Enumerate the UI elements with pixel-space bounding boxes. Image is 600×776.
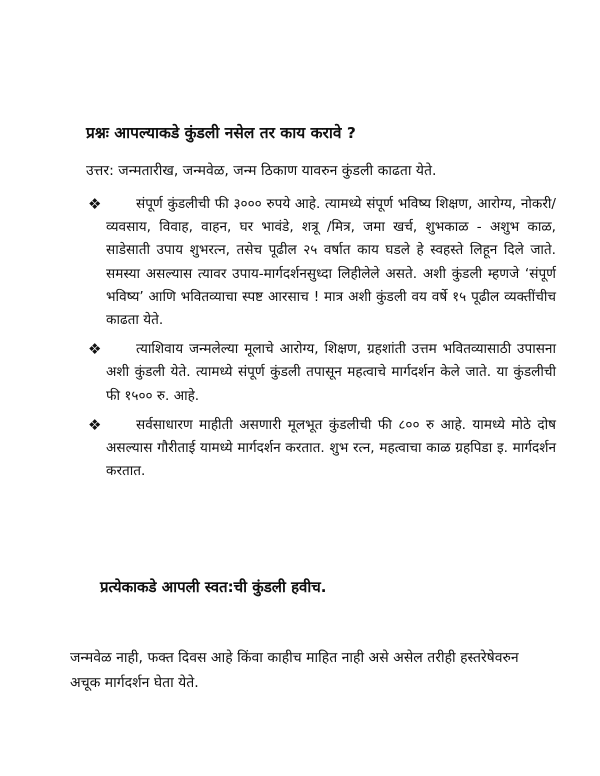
footer-note: जन्मवेळ नाही, फक्त दिवस आहे किंवा काहीच माहित नाही असे असेल तरीही हस्तरेषेवरुन अचूक मार्गदर्शन घेता येते. <box>70 650 519 691</box>
list-item-text: त्याशिवाय जन्मलेल्या मूलाचे आरोग्य, शिक्षण, ग्रहशांती उत्तम भवितव्यासाठी उपासना अशी कुंडली येते. त्यामध्ये संपूर्ण कुंडली तपासून महत्वाचे मार्गदर्शन केले जाते. या कुंडलीची फी १५०० रु. आहे. <box>106 341 556 404</box>
list-item <box>86 414 556 484</box>
list-item <box>86 338 556 408</box>
question-heading: प्रश्नः आपल्याकडे कुंडली नसेल तर काय करावे ? <box>86 124 356 142</box>
diamond-bullet-icon: ❖ <box>88 195 102 213</box>
list-item-text: सर्वसाधारण माहीती असणारी मूलभूत कुंडलीची फी ८०० रु आहे. यामध्ये मोठे दोष असल्यास गौरीताई यामध्ये मार्गदर्शन करतात. शुभ रत्न, महत्वाचा काळ ग्रहपिडा इ. मार्गदर्शन करतात. <box>106 416 556 480</box>
fee-list <box>86 193 556 489</box>
list-item <box>86 193 556 332</box>
list-item-text: संपूर्ण कुंडलीची फी ३००० रुपये आहे. त्यामध्ये संपूर्ण भविष्य शिक्षण, आरोग्य, नोकरी/ व्यवसाय, विवाह, वाहन, घर भावंडे, शत्रू /मित्र, जमा खर्च, शुभकाळ - अशुभ काळ, साडेसाती उपाय शुभरत्न, तसेच पूढील २५ वर्षात काय घडले हे स्वहस्ते लिहून दिले जाते. समस्या असल्यास त्यावर उपाय-मार्गदर्शनसुध्दा लिहीलेले असते. अशी कुंडली म्हणजे ‘संपूर्ण भविष्य’ आणि भवितव्याचा स्पष्ट आरसाच ! मात्र अशी कुंडली वय वर्षे १५ पूढील व्यक्तींचीच काढता येते. <box>106 196 556 329</box>
diamond-bullet-icon: ❖ <box>88 340 102 359</box>
diamond-bullet-icon: ❖ <box>88 415 102 434</box>
closing-statement: प्रत्येकाकडे आपली स्वत:ची कुंडली हवीच. <box>100 578 327 596</box>
answer-text: उत्तर: जन्मतारीख, जन्मवेळ, जन्म ठिकाण यावरुन कुंडली काढता येते. <box>86 163 437 179</box>
